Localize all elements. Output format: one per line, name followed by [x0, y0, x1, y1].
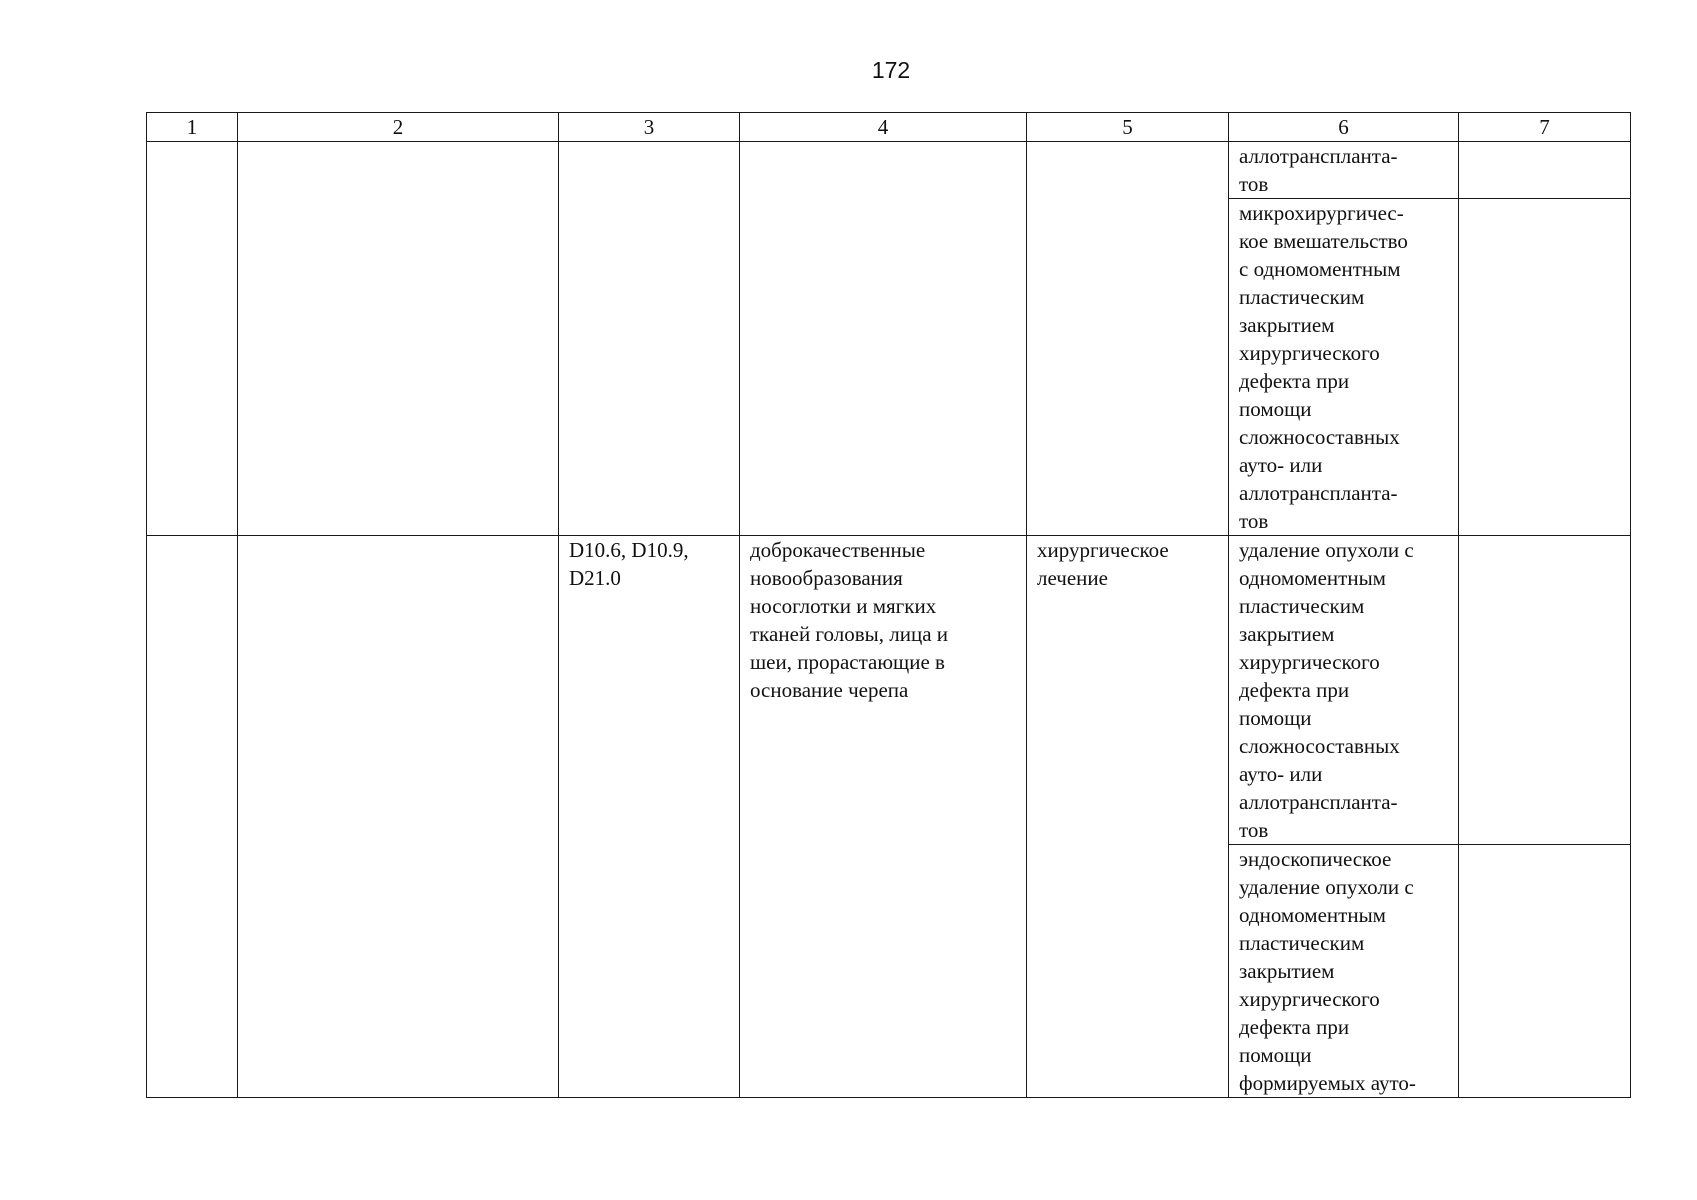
header-col-7: 7: [1459, 113, 1631, 142]
header-col-4: 4: [740, 113, 1027, 142]
condition-text: доброкачественные новообразования носоглотки и мягких тканей головы, лица и шеи, прорастающие в основание черепа: [750, 538, 949, 702]
cell-b2-col7-row2: [1459, 845, 1631, 1098]
medical-procedures-table: [146, 112, 1631, 1098]
method-text: аллотранспланта- тов: [1239, 144, 1398, 196]
cell-b2-col3: [559, 536, 740, 1098]
cell-b1-col6-row1: [1229, 142, 1459, 199]
table-row: [147, 536, 1631, 845]
cell-b2-col6-row2: [1229, 845, 1459, 1098]
header-col-1: 1: [147, 113, 238, 142]
cell-b2-col4: [740, 536, 1027, 1098]
cell-b1-col1: [147, 142, 238, 536]
header-col-2: 2: [238, 113, 559, 142]
cell-b1-col7-row2: [1459, 199, 1631, 536]
cell-b2-col2: [238, 536, 559, 1098]
header-col-3: 3: [559, 113, 740, 142]
cell-b1-col2: [238, 142, 559, 536]
cell-b1-col7-row1: [1459, 142, 1631, 199]
cell-b1-col6-row2: [1229, 199, 1459, 536]
header-col-6: 6: [1229, 113, 1459, 142]
method-text: эндоскопическое удаление опухоли с одномоментным пластическим закрытием хирургического дефекта при помощи формируемых ауто-: [1239, 847, 1416, 1095]
page-number: 172: [871, 57, 911, 83]
header-col-5: 5: [1027, 113, 1229, 142]
cell-b2-col5: [1027, 536, 1229, 1098]
treatment-type: хирургическое лечение: [1037, 538, 1169, 590]
cell-b2-col6-row1: [1229, 536, 1459, 845]
cell-b1-col3: [559, 142, 740, 536]
cell-b1-col4: [740, 142, 1027, 536]
cell-b2-col7-row1: [1459, 536, 1631, 845]
header-row: [147, 113, 1631, 142]
cell-b1-col5: [1027, 142, 1229, 536]
method-text: удаление опухоли с одномоментным пластическим закрытием хирургического дефекта при помощи сложносоставных ауто- или аллотранспланта- тов: [1239, 538, 1414, 842]
method-text: микрохирургичес- кое вмешательство с одномоментным пластическим закрытием хирургического дефекта при помощи сложносоставных ауто- или аллотранспланта- тов: [1239, 201, 1408, 533]
diagnosis-codes: D10.6, D10.9, D21.0: [569, 538, 689, 590]
cell-b2-col1: [147, 536, 238, 1098]
table-row: [147, 142, 1631, 199]
